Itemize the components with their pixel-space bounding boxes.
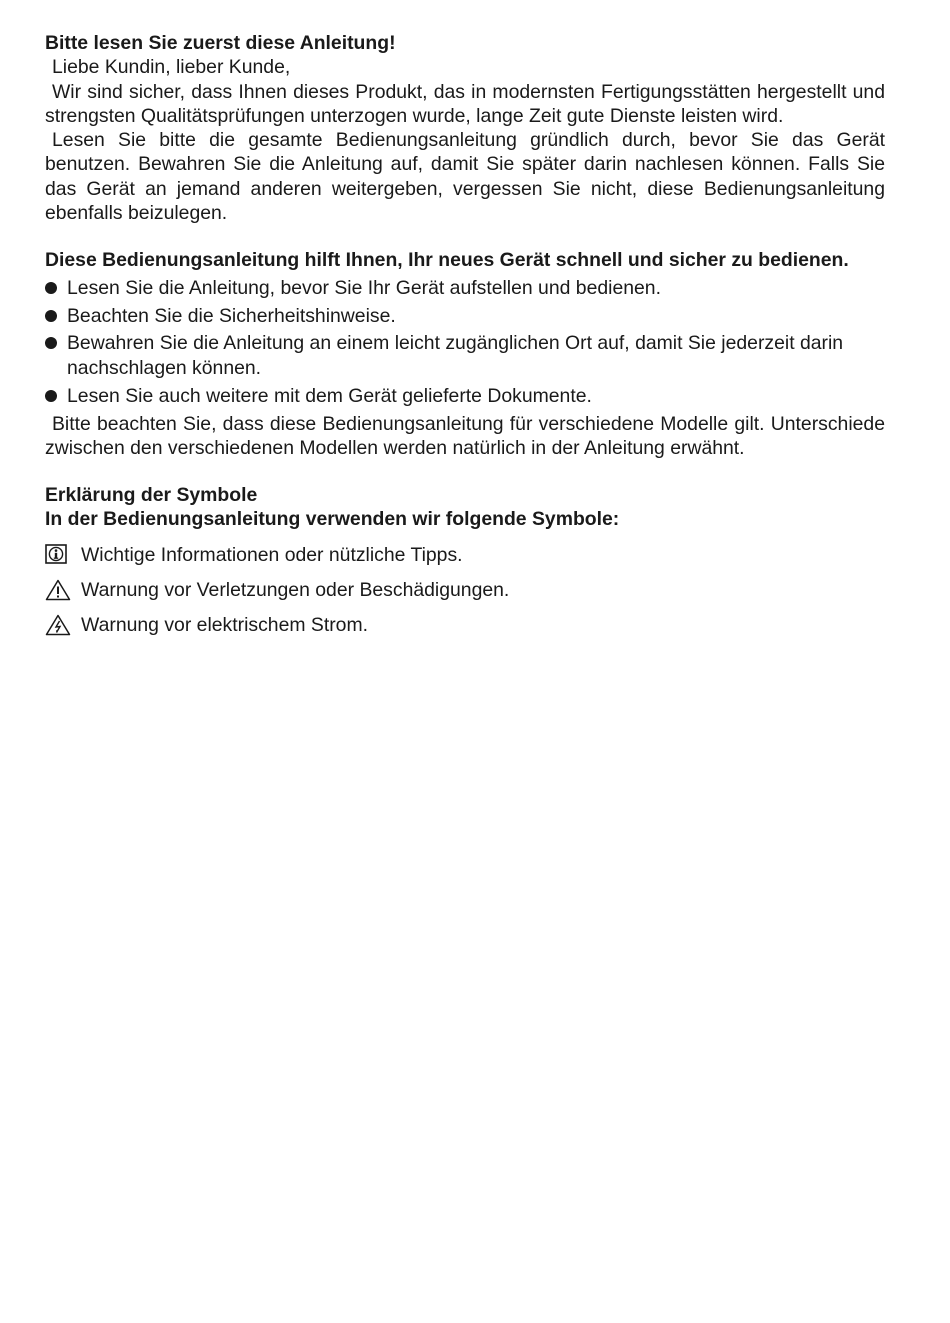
intro-heading: Bitte lesen Sie zuerst diese Anleitung! [45,32,396,54]
list-item [45,276,885,300]
symbol-text-info: Wichtige Informationen oder nützliche Tipps. [81,544,463,567]
symbol-text-electric: Warnung vor elektrischem Strom. [81,614,368,637]
list-item-text: Lesen Sie auch weitere mit dem Gerät gelieferte Dokumente. [67,384,592,407]
guide-heading: Diese Bedienungsanleitung hilft Ihnen, Ihr neues Gerät schnell und sicher zu bedienen. [45,249,849,272]
bullet-icon [45,390,57,402]
spacer [45,225,885,248]
electric-warning-icon [45,614,71,636]
manual-page [45,31,885,643]
bullet-icon [45,337,57,349]
symbols-heading: Erklärung der Symbole [45,484,258,507]
bullet-icon [45,310,57,322]
info-icon [45,544,71,566]
guide-bullet-list [45,276,885,408]
list-item-text: Beachten Sie die Sicherheitshinweise. [67,304,396,327]
symbol-text-warning: Warnung vor Verletzungen oder Beschädigungen. [81,579,510,602]
list-item [45,304,885,328]
symbols-subheading: In der Bedienungsanleitung verwenden wir folgende Symbole: [45,508,620,531]
spacer [45,460,885,483]
models-note: Bitte beachten Sie, dass diese Bedienungsanleitung für verschiedene Modelle gilt. Unterschiede zwischen den verschiedenen Modellen werden natürlich in der Anleitung erwähnt. [45,412,885,459]
list-item-text: Bewahren Sie die Anleitung an einem leicht zugänglichen Ort auf, damit Sie jederzeit darin nachschlagen können. [67,332,844,379]
list-item [45,331,885,380]
list-item-text: Lesen Sie die Anleitung, bevor Sie Ihr Gerät aufstellen und bedienen. [67,276,661,299]
warning-triangle-icon [45,579,71,601]
intro-paragraph-1: Wir sind sicher, dass Ihnen dieses Produkt, das in modernsten Fertigungsstätten hergestellt und strengsten Qualitätsprüfungen unterzogen wurde, lange Zeit gute Dienste leisten wird. [45,80,885,127]
salutation: Liebe Kundin, lieber Kunde, [52,56,291,79]
intro-paragraph-2: Lesen Sie bitte die gesamte Bedienungsanleitung gründlich durch, bevor Sie das Gerät benutzen. Bewahren Sie die Anleitung auf, damit Sie später darin nachlesen können. Falls Sie das Gerät an jemand anderen weitergeben, vergessen Sie nicht, diese Bedienungsanleitung ebenfalls beizulegen. [45,129,885,225]
symbol-row-warning [45,573,885,608]
symbol-row-info [45,538,885,573]
list-item [45,384,885,408]
symbol-row-electric [45,608,885,643]
bullet-icon [45,282,57,294]
symbols-list [45,538,885,643]
